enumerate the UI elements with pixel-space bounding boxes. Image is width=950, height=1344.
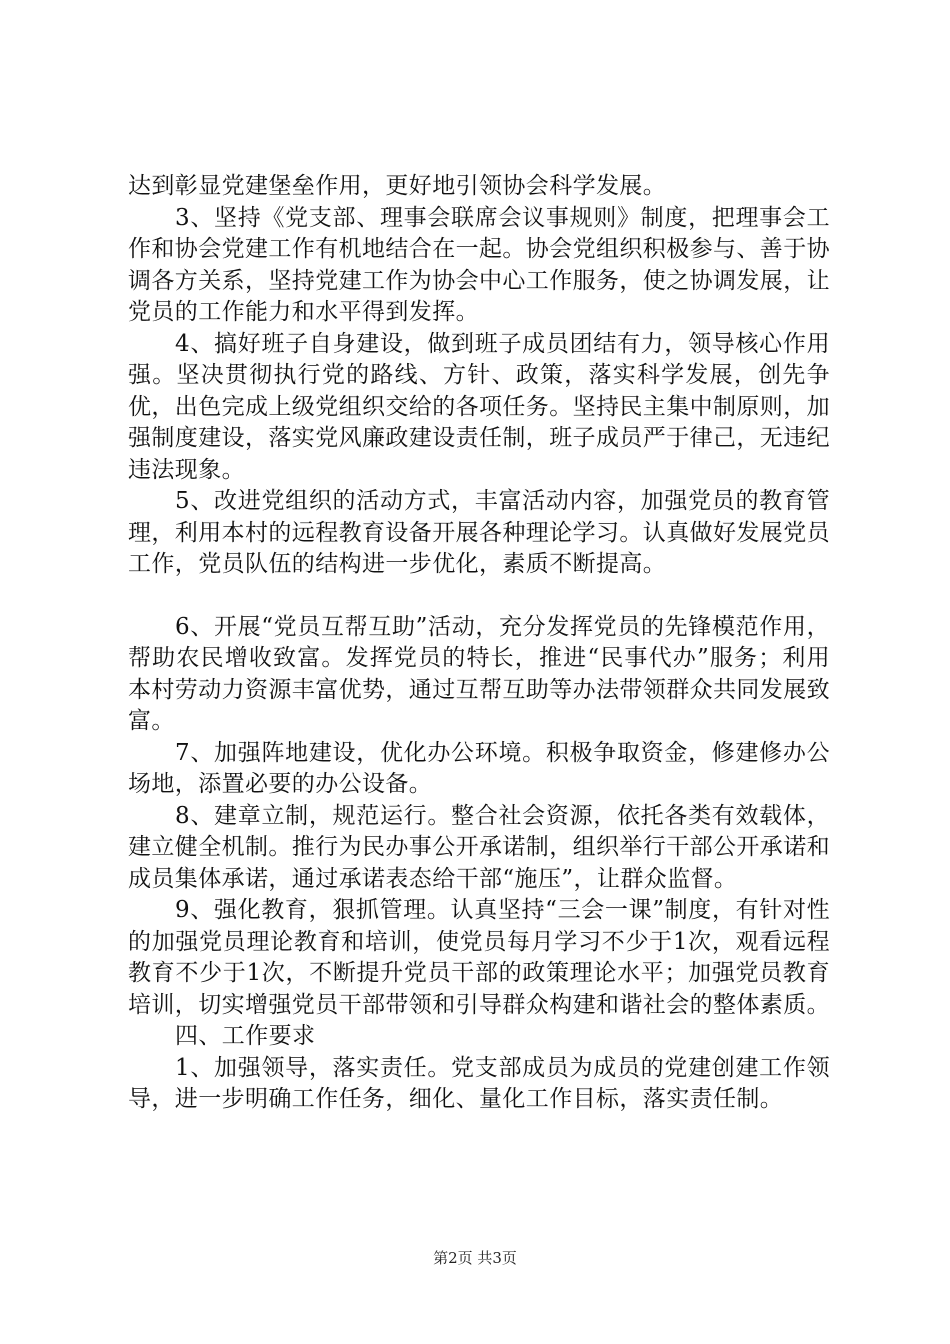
paragraph-continuation: 达到彰显党建堡垒作用，更好地引领协会科学发展。: [128, 173, 667, 199]
paragraph-item-7: 7、加强阵地建设，优化办公环境。积极争取资金，修建修办公场地，添置必要的办公设备。: [128, 739, 830, 797]
document-body: [128, 171, 830, 1116]
paragraph-item-5: 5、改进党组织的活动方式，丰富活动内容，加强党员的教育管理，利用本村的远程教育设备开展各种理论学习。认真做好发展党员工作，党员队伍的结构进一步优化，素质不断提高。: [128, 488, 830, 577]
paragraph-item-9: 9、强化教育，狠抓管理。认真坚持“三会一课”制度，有针对性的加强党员理论教育和培训，使党员每月学习不少于1次，观看远程教育不少于1次，不断提升党员干部的政策理论水平；加强党员教育培训，切实增强党员干部带领和引导群众构建和谐社会的整体素质。: [128, 897, 830, 1018]
paragraph-item-4: 4、搞好班子自身建设，做到班子成员团结有力，领导核心作用强。坚决贯彻执行党的路线、方针、政策，落实科学发展，创先争优，出色完成上级党组织交给的各项任务。坚持民主集中制原则，加强制度建设，落实党风廉政建设责任制，班子成员严于律己，无违纪违法现象。: [128, 330, 830, 483]
paragraph-requirement-1: 1、加强领导，落实责任。党支部成员为成员的党建创建工作领导，进一步明确工作任务，细化、量化工作目标，落实责任制。: [128, 1054, 830, 1112]
paragraph-item-8: 8、建章立制，规范运行。整合社会资源，依托各类有效载体，建立健全机制。推行为民办事公开承诺制，组织举行干部公开承诺和成员集体承诺，通过承诺表态给干部“施压”，让群众监督。: [128, 802, 830, 892]
page-number-footer: 第2页 共3页: [433, 1249, 517, 1267]
section-heading-work-requirements: 四、工作要求: [175, 1023, 316, 1049]
paragraph-item-3: 3、坚持《党支部、理事会联席会议事规则》制度，把理事会工作和协会党建工作有机地结合在一起。协会党组织积极参与、善于协调各方关系，坚持党建工作为协会中心工作服务，使之协调发展，让党员的工作能力和水平得到发挥。: [128, 204, 830, 325]
paragraph-item-6: 6、开展“党员互帮互助”活动，充分发挥党员的先锋模范作用，帮助农民增收致富。发挥党员的特长，推进“民事代办”服务；利用本村劳动力资源丰富优势，通过互帮互助等办法带领群众共同发展致富。: [128, 613, 830, 734]
